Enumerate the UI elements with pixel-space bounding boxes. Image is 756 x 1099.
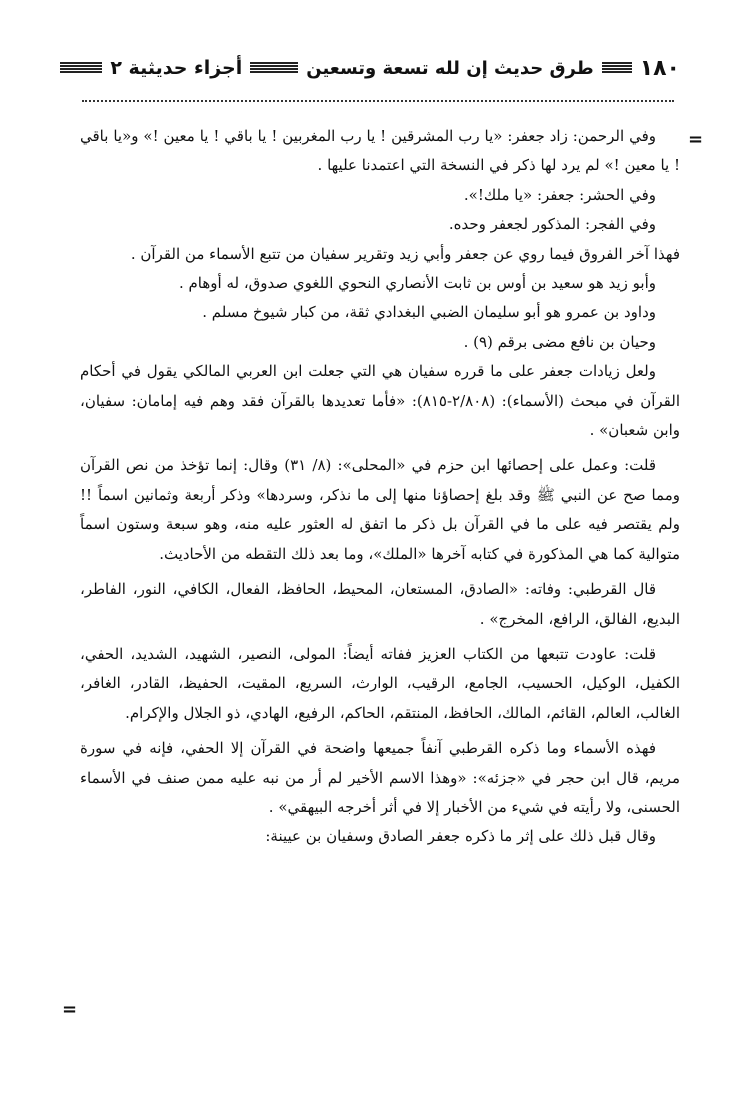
body-text (80, 122, 680, 852)
header-ornament-right (602, 62, 632, 74)
page-number: ١٨٠ (639, 55, 680, 81)
paragraph-al-hashr: وفي الحشر: جعفر: «يا ملك!». (463, 185, 656, 204)
paragraph-al-fajr: وفي الفجر: المذكور لجعفر وحده. (448, 215, 656, 234)
header-series-title: أجزاء حديثية ٢ (110, 57, 243, 79)
header-ornament-left (60, 62, 102, 74)
paragraph-additional-names: قلت: عاودت تتبعها من الكتاب العزيز ففاته أيضاً: المولى، النصير، الشهيد، الشديد، الحفي، الكفيل، الوكيل، الحسيب، الجامع، الرقيب، الوارث، السريع، المقيت، الحفيظ، القادر، الغافر، الغالب، العالم، القائم، المالك، الحافظ، المنتقم، الحاكم، الرفيع، الهادي، ذو الجلال والإكرام. (80, 644, 680, 722)
paragraph-summary: فهذا آخر الفروق فيما روي عن جعفر وأبي زيد وتقرير سفيان من تتبع الأسماء من القرآن . (130, 244, 680, 263)
paragraph-ibn-al-arabi: ولعل زيادات جعفر على ما قرره سفيان هي التي جعلت ابن العربي المالكي يقول في أحكام القرآن في مبحث (الأسماء): (٢/٨٠٨-٨١٥): «فأما تعديدها بالقرآن فقد وهم فيه إمامان: سفيان، وابن شعبان» . (80, 362, 680, 440)
continuation-mark-top: = (688, 129, 704, 150)
header-ornament-middle (250, 62, 298, 74)
paragraph-ibn-hajar: فهذه الأسماء وما ذكره القرطبي آنفاً جميعها واضحة في القرآن إلا الحفي، فإنه في سورة مريم، قال ابن حجر في «جزئه»: «وهذا الاسم الأخير لم أر من نبه عليه ممن صنف في الأسماء الحسنى، ولا رأيته في شيء من الأخبار إلا في أثر أخرجه البيهقي» . (80, 739, 680, 816)
paragraph-closing: وقال قبل ذلك على إثر ما ذكره جعفر الصادق وسفيان بن عيينة: (265, 827, 656, 846)
paragraph-dawud: وداود بن عمرو هو أبو سليمان الضبي البغدادي ثقة، من كبار شيوخ مسلم . (202, 303, 656, 322)
paragraph-abu-zaid: وأبو زيد هو سعيد بن أوس بن ثابت الأنصاري النحوي اللغوي صدوق، له أوهام . (178, 274, 656, 293)
continuation-mark-bottom: = (62, 999, 78, 1020)
paragraph-hayyan: وحيان بن نافع مضى برقم (٩) . (463, 332, 656, 351)
paragraph-al-rahman: وفي الرحمن: زاد جعفر: «يا رب المشرقين ! يا رب المغربين ! يا باقي ! يا معين !» و«يا باقي ! يا معين !» لم يرد لها ذكر في النسخة التي اعتمدنا عليها . (80, 127, 680, 175)
header-title: طرق حديث إن لله تسعة وتسعين (306, 57, 594, 79)
paragraph-ibn-hazm: قلت: وعمل على إحصائها ابن حزم في «المحلى»: (٨/ ٣١) وقال: إنما تؤخذ من نص القرآن ومما صح عن النبي ﷺ وقد بلغ إحصاؤنا منها إلى ما نذكر، وسردها» وذكر أربعة وثمانين اسماً !! ولم يقتصر فيه على ما في القرآن بل ذكر ما اتفق له العثور عليه منه، وهو سبعة وستون اسماً متوالية كما هي المذكورة في كتابه آخرها «الملك»، وما بعد ذلك التقطه من الأحاديث. (80, 456, 680, 563)
header-dotted-divider (82, 100, 674, 102)
running-header (60, 50, 680, 86)
paragraph-qurtubi: قال القرطبي: وفاته: «الصادق، المستعان، المحيط، الحافظ، الفعال، الكافي، النور، الفاطر، البديع، الفالق، الرافع، المخرج» . (80, 580, 680, 628)
